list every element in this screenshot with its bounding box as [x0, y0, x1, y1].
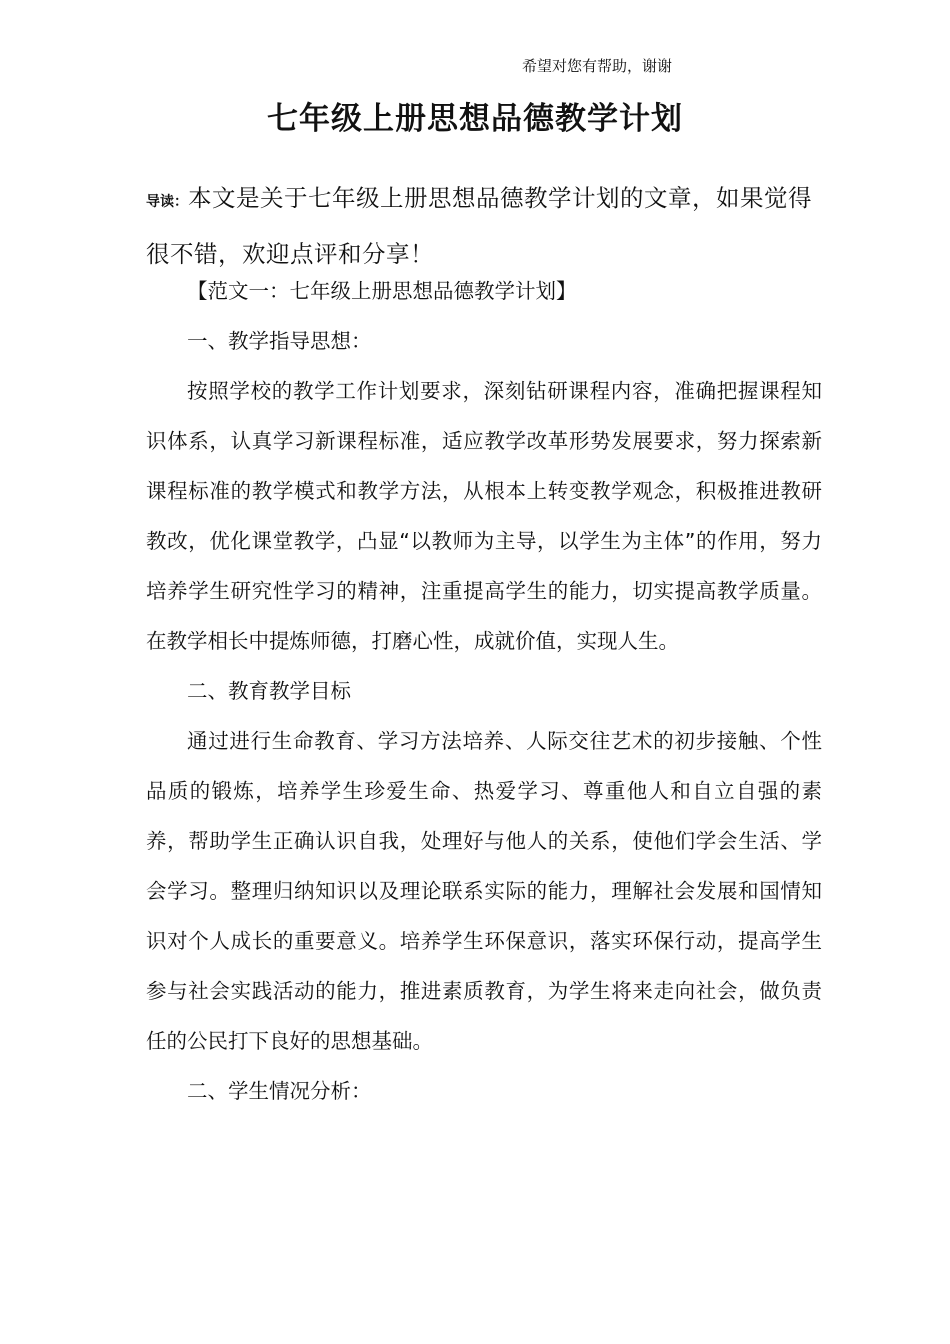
section-heading-guiding-ideology: 一、教学指导思想：	[187, 329, 372, 353]
paragraph-guiding-ideology: 按照学校的教学工作计划要求，深刻钻研课程内容，准确把握课程知识体系，认真学习新课程标准，适应教学改革形势发展要求，努力探索新课程标准的教学模式和教学方法，从根本上转变教学观念，积极推进教研教改，优化课堂教学，凸显“以教师为主导，以学生为主体”的作用，努力培养学生研究性学习的精神，注重提高学生的能力，切实提高教学质量。在教学相长中提炼师德，打磨心性，成就价值，实现人生。	[146, 379, 822, 653]
sample-heading: 【范文一：七年级上册思想品德教学计划】	[187, 279, 577, 303]
section-heading-teaching-goals: 二、教育教学目标	[187, 679, 351, 703]
paragraph-teaching-goals: 通过进行生命教育、学习方法培养、人际交往艺术的初步接触、个性品质的锻炼，培养学生珍爱生命、热爱学习、尊重他人和自立自强的素养，帮助学生正确认识自我，处理好与他人的关系，使他们学会生活、学会学习。整理归纳知识以及理论联系实际的能力，理解社会发展和国情知识对个人成长的重要意义。培养学生环保意识，落实环保行动，提高学生参与社会实践活动的能力，推进素质教育，为学生将来走向社会，做负责任的公民打下良好的思想基础。	[146, 729, 822, 1053]
document-title: 七年级上册思想品德教学计划	[267, 101, 683, 137]
intro-paragraph	[146, 172, 826, 280]
section-heading-student-analysis: 二、学生情况分析：	[187, 1079, 372, 1103]
document-body	[146, 266, 822, 1116]
intro-text: 本文是关于七年级上册思想品德教学计划的文章，如果觉得很不错，欢迎点评和分享！	[146, 184, 812, 268]
header-note: 希望对您有帮助，谢谢	[522, 57, 673, 75]
intro-label: 导读：	[146, 194, 188, 210]
